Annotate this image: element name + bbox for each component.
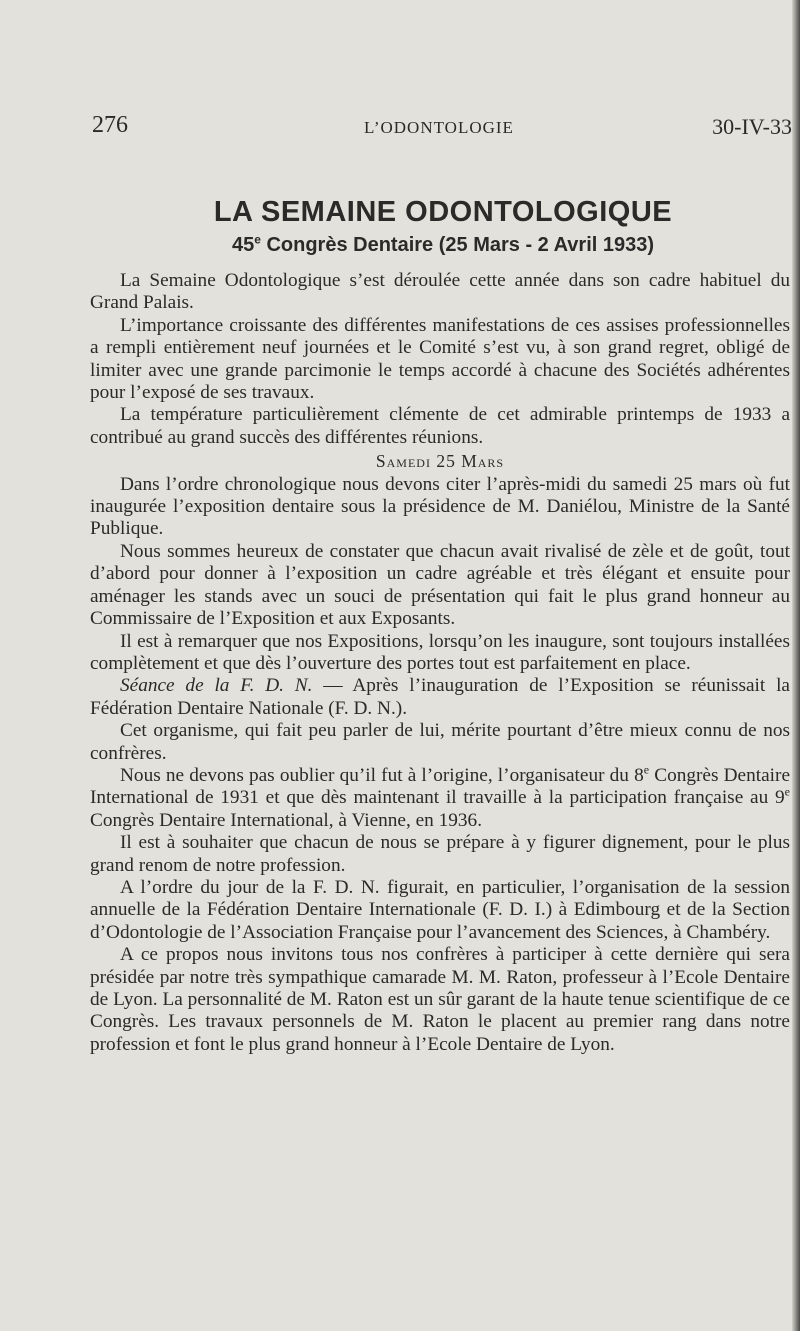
running-header bbox=[92, 112, 792, 144]
paragraph: Nous sommes heureux de constater que chacun avait rivalisé de zèle et de goût, tout d’abord pour donner à l’exposition un cadre agréable et très élégant et ensuite pour aménager les stands avec un souci de présentation qui fait le plus grand honneur au Commissaire de l’Exposition et aux Exposants. bbox=[90, 540, 790, 630]
journal-title: L’ODONTOLOGIE bbox=[364, 118, 514, 137]
paragraph-congres: Nous ne devons pas oublier qu’il fut à l’origine, l’organisateur du 8e Congrès Dentaire International de 1931 et que dès maintenant il travaille à la participation française au 9e Congrès Dentaire International, à Vienne, en 1936. bbox=[90, 762, 790, 831]
paragraph-seance bbox=[90, 675, 790, 720]
paragraph: La température particulièrement clémente de cet admirable printemps de 1933 a contribué au grand succès des différentes réunions. bbox=[90, 404, 790, 448]
seance-label: Séance de la F. D. N. bbox=[120, 675, 313, 697]
article-body bbox=[90, 270, 790, 1056]
paragraph: Il est à remarquer que nos Expositions, lorsqu’on les inaugure, sont toujours installées complètement et que dès l’ouverture des portes tout est parfaitement en place. bbox=[90, 630, 790, 674]
paragraph: La Semaine Odontologique s’est déroulée cette année dans son cadre habituel du Grand Palais. bbox=[90, 270, 790, 314]
article-subtitle: 45e Congrès Dentaire (25 Mars - 2 Avril 1933) bbox=[231, 232, 655, 256]
paragraph: Cet organisme, qui fait peu parler de lui, mérite pourtant d’être mieux connu de nos confrères. bbox=[90, 720, 790, 764]
paragraph: Il est à souhaiter que chacun de nous se prépare à y figurer dignement, pour le plus grand renom de notre profession. bbox=[90, 832, 790, 876]
paragraph: L’importance croissante des différentes manifestations de ces assises professionnelles a rempli entièrement neuf journées et le Comité s’est vu, à son grand regret, obligé de limiter avec une grande parcimonie le temps accordé à chacune des Sociétés adhérentes pour l’exposé de ses travaux. bbox=[90, 314, 790, 404]
issue-date: 30-IV-33 bbox=[712, 114, 792, 139]
paragraph: A ce propos nous invitons tous nos confrères à participer à cette dernière qui sera présidée par notre très sympathique camarade M. M. Raton, professeur à l’Ecole Dentaire de Lyon. La personnalité de M. Raton est un sûr garant de la haute tenue scientifique de ce Congrès. Les travaux personnels de M. Raton le placent au premier rang dans notre profession et font le plus grand honneur à l’Ecole Dentaire de Lyon. bbox=[90, 944, 790, 1055]
page-number: 276 bbox=[92, 112, 128, 138]
paragraph: A l’ordre du jour de la F. D. N. figurait, en particulier, l’organisation de la session annuelle de la Fédération Dentaire Internationale (F. D. I.) à Edimbourg et de la Section d’Odontologie de l’Association Française pour l’avancement des Sciences, à Chambéry. bbox=[90, 876, 790, 943]
article-title: LA SEMAINE ODONTOLOGIQUE bbox=[213, 196, 673, 228]
section-heading: Samedi 25 Mars bbox=[375, 451, 505, 472]
seance-text: — Après l’inauguration de l’Exposition se réunissait la Fédération Dentaire Nationale (F. D. N.). bbox=[90, 675, 790, 719]
paragraph: Dans l’ordre chronologique nous devons citer l’après-midi du samedi 25 mars où fut inaugurée l’exposition dentaire sous la présidence de M. Daniélou, Ministre de la Santé Publique. bbox=[90, 473, 790, 540]
